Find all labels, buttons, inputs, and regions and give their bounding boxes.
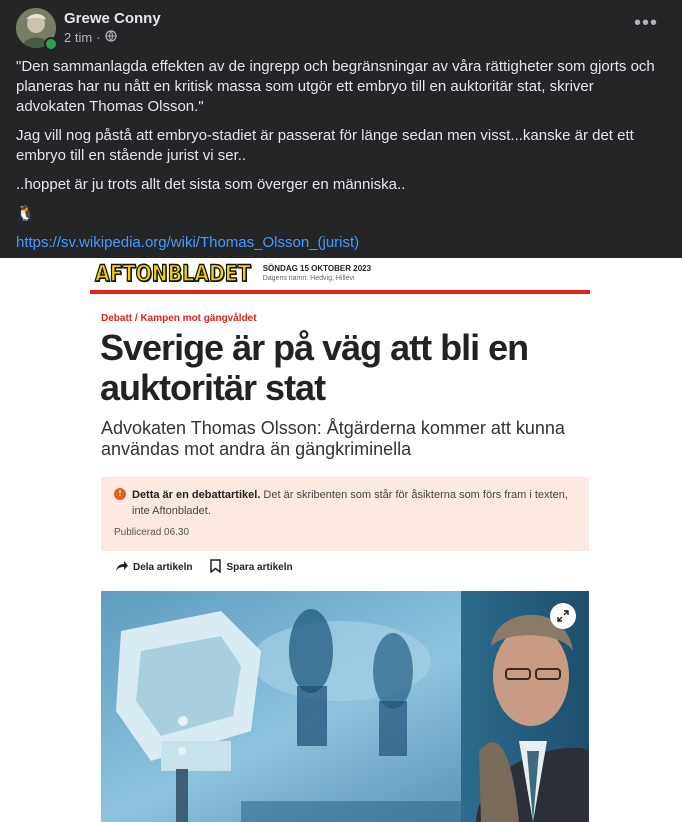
date-block: [263, 264, 371, 284]
article-photo[interactable]: [101, 591, 589, 822]
masthead-divider: [90, 290, 590, 294]
notice-text: [132, 487, 572, 519]
name-day: Dagens namn: Hedvig, Hillevi: [262, 275, 355, 282]
save-label: Spara artikeln: [226, 562, 293, 573]
post-time[interactable]: 2 tim: [64, 30, 93, 45]
globe-icon: [105, 30, 117, 45]
share-article-button[interactable]: [116, 561, 192, 574]
article-date: SÖNDAG 15 OKTOBER 2023: [262, 264, 372, 273]
online-status-indicator: [44, 37, 58, 51]
post-paragraph: "Den sammanlagda effekten av de ingrepp och begränsningar av våra rättigheter som gjorts och planeras har nu nått en kritisk massa som utgör ett embryo till en auktoritär stat, skriver advokaten Thomas Olsson.": [16, 58, 655, 115]
debate-notice: [101, 477, 589, 551]
post-paragraph: ..hoppet är ju trots allt det sista som överger en människa..: [16, 176, 406, 193]
post-meta: [64, 30, 117, 45]
info-icon: !: [114, 488, 126, 500]
share-label: Dela artikeln: [133, 562, 193, 573]
article-headline: Sverige är på väg att bli en auktoritär stat: [100, 327, 529, 408]
published-time: Publicerad 06.30: [114, 527, 190, 538]
notice-bold: Detta är en debattartikel.: [132, 489, 261, 501]
post-author[interactable]: Grewe Conny: [64, 10, 161, 27]
article-actions: [116, 559, 311, 576]
article-subheadline: Advokaten Thomas Olsson: Åtgärderna kommer att kunna användas mot andra än gängkriminella: [101, 418, 565, 459]
save-article-button[interactable]: [210, 559, 292, 576]
facebook-post: [0, 0, 682, 258]
meta-separator: ·: [96, 30, 101, 45]
bookmark-icon: [210, 559, 221, 576]
masthead: [95, 263, 371, 285]
notice-body: Det är skribenten som står för åsikterna som förs fram i texten, inte Aftonbladet.: [132, 489, 568, 517]
wikipedia-link[interactable]: https://sv.wikipedia.org/wiki/Thomas_Olsson_(jurist): [16, 234, 360, 251]
more-options-button[interactable]: •••: [633, 11, 658, 34]
post-body: [16, 57, 666, 262]
expand-icon[interactable]: [550, 603, 576, 629]
aftonbladet-logo: AFTONBLADET: [95, 261, 251, 287]
article-kicker: Debatt / Kampen mot gängvåldet: [101, 313, 257, 324]
share-icon: [116, 561, 128, 574]
penguin-emoji: 🐧: [16, 205, 35, 222]
shared-article-image[interactable]: [0, 258, 682, 822]
post-paragraph: Jag vill nog påstå att embryo-stadiet är passerat för länge sedan men visst...kanske är det ett embryo till en stående jurist vi ser..: [16, 127, 634, 164]
